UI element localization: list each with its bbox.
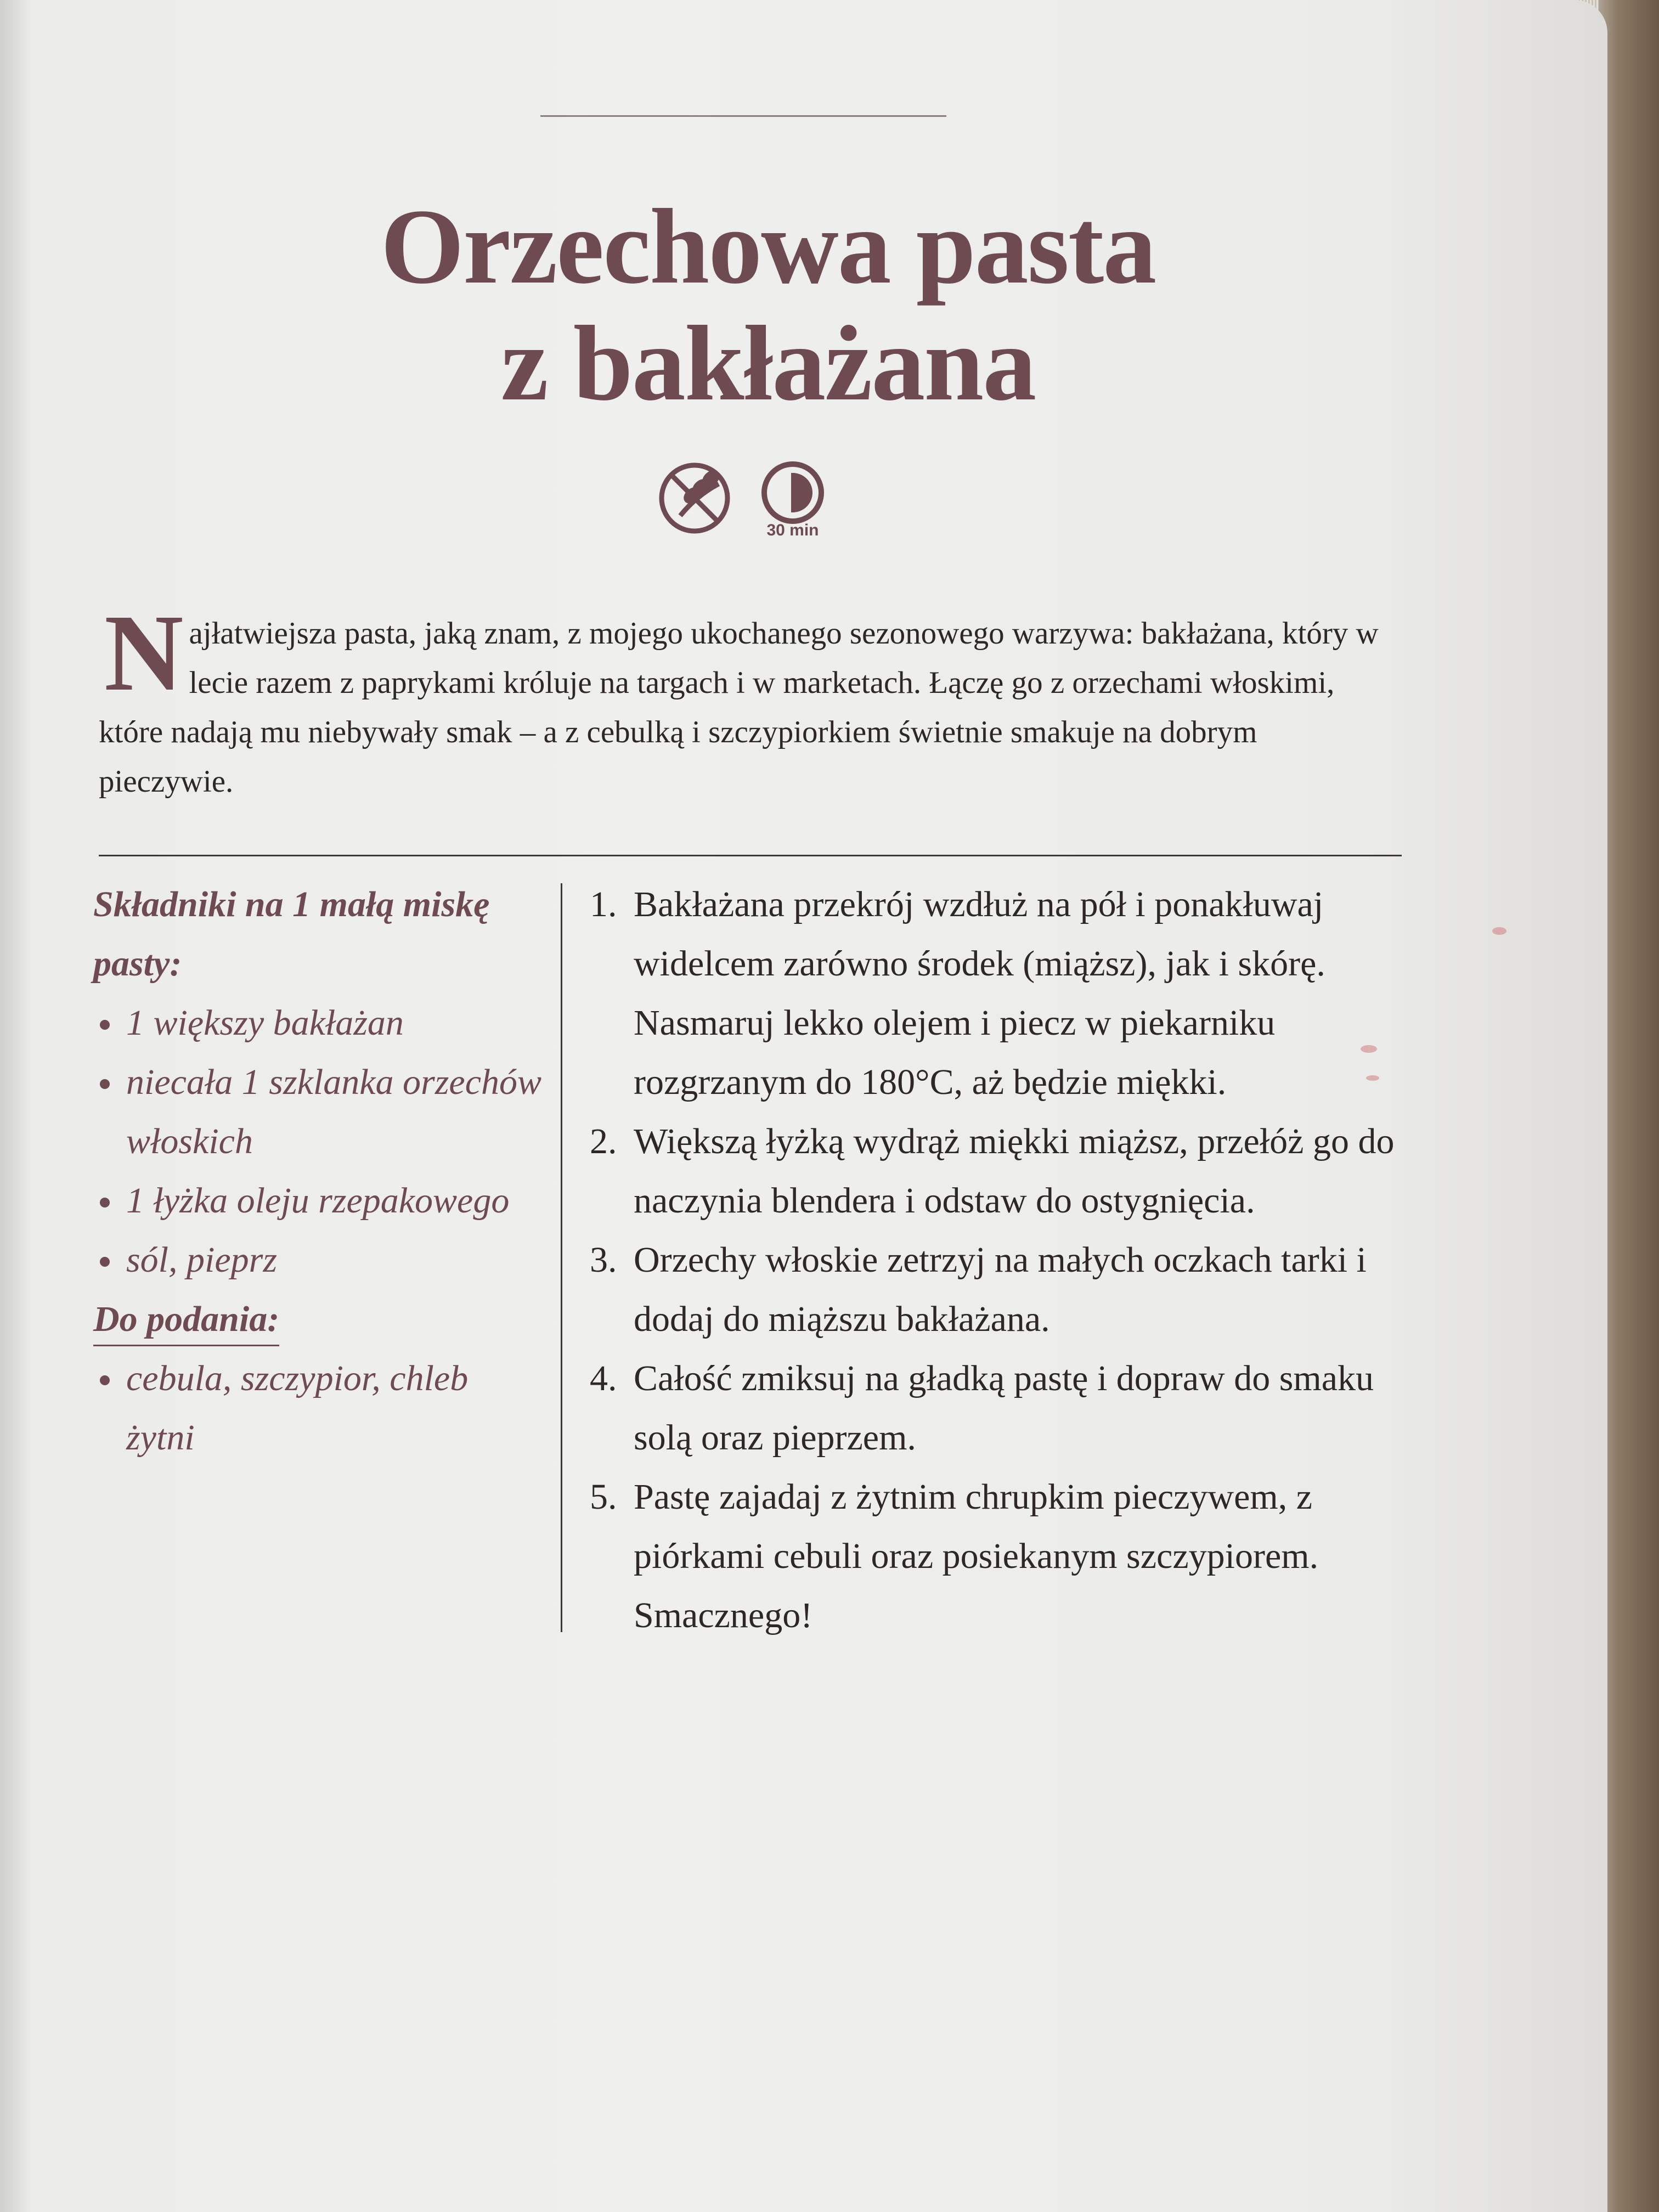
time-label: 30 min	[766, 521, 819, 539]
step-number: 5.	[590, 1477, 617, 1517]
clock-icon	[764, 464, 821, 521]
steps-column	[584, 875, 1407, 1645]
ingredients-column	[93, 875, 543, 1468]
step-text: Orzechy włoskie zetrzyj na małych oczkach tarki i dodaj do miąższu bakłażana.	[634, 1240, 1367, 1339]
step-item	[584, 1112, 1407, 1231]
step-text: Całość zmiksuj na gładką pastę i dopraw do smaku solą oraz pieprzem.	[634, 1358, 1374, 1458]
stain-mark	[1366, 1075, 1379, 1081]
serving-list	[93, 1349, 543, 1468]
step-number: 1.	[590, 884, 617, 924]
step-item	[584, 1231, 1407, 1349]
ingredient-item: niecała 1 szklanka orzechów włoskich	[93, 1053, 543, 1171]
section-divider	[99, 855, 1402, 856]
serving-heading: Do podania:	[93, 1294, 279, 1346]
intro-text: ajłatwiejsza pasta, jaką znam, z mojego ukochanego sezonowego warzywa: bakłażana, który w lecie razem z paprykami króluje na targach i w marketach. Łączę go z orzechami włoskimi, które nadają mu niebywały smak – a z cebulką i szczypiorkiem świetnie smakuje na dobrym pieczywie.	[99, 616, 1379, 799]
ingredient-item: 1 większy bakłażan	[93, 994, 543, 1053]
recipe-title-line2: z bakłażana	[500, 304, 1036, 423]
step-item	[584, 1349, 1407, 1468]
step-item	[584, 875, 1407, 1112]
ingredients-heading: Składniki na 1 małą miskę pasty:	[93, 884, 490, 984]
step-number: 4.	[590, 1358, 617, 1398]
recipe-title-line1: Orzechowa pasta	[380, 187, 1156, 306]
stain-mark	[1492, 927, 1506, 935]
stain-mark	[1361, 1045, 1377, 1053]
ingredient-item: sól, pieprz	[93, 1231, 543, 1290]
top-divider	[540, 115, 946, 117]
no-gluten-icon	[662, 465, 727, 531]
step-text: Większą łyżką wydrąż miękki miąższ, przełóż go do naczynia blendera i odstaw do ostygnięcia.	[634, 1121, 1395, 1221]
column-divider	[561, 883, 562, 1632]
intro-paragraph	[99, 592, 1393, 806]
ingredient-item: 1 łyżka oleju rzepakowego	[93, 1171, 543, 1231]
step-number: 2.	[590, 1121, 617, 1161]
step-item	[584, 1468, 1407, 1645]
serving-item: cebula, szczypior, chleb żytni	[93, 1349, 543, 1468]
step-text: Pastę zajadaj z żytnim chrupkim pieczywem, z piórkami cebuli oraz posiekanym szczypiorem. Smacznego!	[634, 1477, 1319, 1635]
step-number: 3.	[590, 1240, 617, 1280]
ingredients-list	[93, 994, 543, 1290]
drop-cap: N	[104, 592, 184, 714]
step-text: Bakłażana przekrój wzdłuż na pół i ponakłuwaj widelcem zarówno środek (miąższ), jak i skórę. Nasmaruj lekko olejem i piecz w piekarniku rozgrzanym do 180°C, aż będzie miękki.	[634, 884, 1325, 1102]
